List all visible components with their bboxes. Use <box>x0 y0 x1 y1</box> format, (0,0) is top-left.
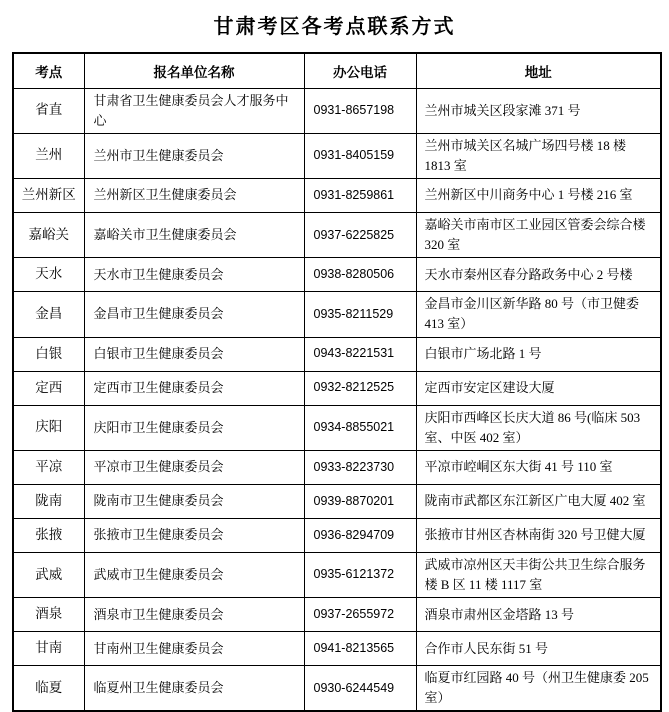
header-address: 地址 <box>416 53 661 88</box>
cell-phone: 0930-6244549 <box>304 666 416 712</box>
table-row <box>13 484 661 518</box>
contact-table-body <box>13 88 661 711</box>
cell-unit: 武威市卫生健康委员会 <box>84 552 304 597</box>
cell-address: 兰州新区中川商务中心 1 号楼 216 室 <box>416 179 661 213</box>
table-row <box>13 598 661 632</box>
cell-site: 甘南 <box>13 632 84 666</box>
cell-unit: 甘南州卫生健康委员会 <box>84 632 304 666</box>
cell-phone: 0943-8221531 <box>304 337 416 371</box>
cell-phone: 0937-6225825 <box>304 213 416 258</box>
cell-site: 武威 <box>13 552 84 597</box>
table-row <box>13 292 661 337</box>
cell-phone: 0939-8870201 <box>304 484 416 518</box>
cell-site: 金昌 <box>13 292 84 337</box>
cell-phone: 0933-8223730 <box>304 450 416 484</box>
cell-unit: 定西市卫生健康委员会 <box>84 371 304 405</box>
cell-site: 张掖 <box>13 518 84 552</box>
cell-unit: 平凉市卫生健康委员会 <box>84 450 304 484</box>
cell-site: 省直 <box>13 88 84 133</box>
table-row <box>13 133 661 178</box>
table-row <box>13 666 661 712</box>
header-row <box>13 53 661 88</box>
cell-phone: 0936-8294709 <box>304 518 416 552</box>
cell-address: 武威市凉州区天丰街公共卫生综合服务楼 B 区 11 楼 1117 室 <box>416 552 661 597</box>
table-row <box>13 337 661 371</box>
cell-site: 陇南 <box>13 484 84 518</box>
cell-site: 平凉 <box>13 450 84 484</box>
table-row <box>13 450 661 484</box>
header-unit: 报名单位名称 <box>84 53 304 88</box>
cell-address: 定西市安定区建设大厦 <box>416 371 661 405</box>
cell-phone: 0934-8855021 <box>304 405 416 450</box>
cell-address: 临夏市红园路 40 号（州卫生健康委 205 室） <box>416 666 661 712</box>
cell-site: 天水 <box>13 258 84 292</box>
cell-site: 嘉峪关 <box>13 213 84 258</box>
cell-phone: 0935-8211529 <box>304 292 416 337</box>
table-row <box>13 258 661 292</box>
page-title: 甘肃考区各考点联系方式 <box>213 16 456 38</box>
cell-address: 合作市人民东街 51 号 <box>416 632 661 666</box>
table-row <box>13 632 661 666</box>
cell-address: 兰州市城关区段家滩 371 号 <box>416 88 661 133</box>
cell-unit: 嘉峪关市卫生健康委员会 <box>84 213 304 258</box>
cell-phone: 0932-8212525 <box>304 371 416 405</box>
cell-unit: 临夏州卫生健康委员会 <box>84 666 304 712</box>
cell-address: 平凉市崆峒区东大街 41 号 110 室 <box>416 450 661 484</box>
cell-site: 定西 <box>13 371 84 405</box>
cell-site: 临夏 <box>13 666 84 712</box>
cell-address: 酒泉市肃州区金塔路 13 号 <box>416 598 661 632</box>
cell-address: 兰州市城关区名城广场四号楼 18 楼 1813 室 <box>416 133 661 178</box>
table-row <box>13 88 661 133</box>
table-row <box>13 518 661 552</box>
cell-unit: 兰州新区卫生健康委员会 <box>84 179 304 213</box>
cell-site: 兰州 <box>13 133 84 178</box>
cell-address: 金昌市金川区新华路 80 号（市卫健委 413 室） <box>416 292 661 337</box>
cell-address: 庆阳市西峰区长庆大道 86 号(临床 503 室、中医 402 室） <box>416 405 661 450</box>
table-row <box>13 179 661 213</box>
header-site: 考点 <box>13 53 84 88</box>
cell-unit: 天水市卫生健康委员会 <box>84 258 304 292</box>
cell-address: 嘉峪关市南市区工业园区管委会综合楼 320 室 <box>416 213 661 258</box>
cell-phone: 0941-8213565 <box>304 632 416 666</box>
cell-site: 酒泉 <box>13 598 84 632</box>
header-phone: 办公电话 <box>304 53 416 88</box>
table-row <box>13 371 661 405</box>
cell-unit: 甘肃省卫生健康委员会人才服务中心 <box>84 88 304 133</box>
cell-unit: 陇南市卫生健康委员会 <box>84 484 304 518</box>
cell-unit: 庆阳市卫生健康委员会 <box>84 405 304 450</box>
table-row <box>13 405 661 450</box>
table-row <box>13 213 661 258</box>
cell-unit: 兰州市卫生健康委员会 <box>84 133 304 178</box>
cell-phone: 0935-6121372 <box>304 552 416 597</box>
cell-unit: 酒泉市卫生健康委员会 <box>84 598 304 632</box>
cell-address: 陇南市武都区东江新区广电大厦 402 室 <box>416 484 661 518</box>
cell-address: 白银市广场北路 1 号 <box>416 337 661 371</box>
cell-unit: 张掖市卫生健康委员会 <box>84 518 304 552</box>
table-row <box>13 552 661 597</box>
cell-phone: 0938-8280506 <box>304 258 416 292</box>
cell-site: 庆阳 <box>13 405 84 450</box>
contact-table <box>12 52 662 712</box>
cell-unit: 白银市卫生健康委员会 <box>84 337 304 371</box>
cell-phone: 0931-8657198 <box>304 88 416 133</box>
cell-site: 白银 <box>13 337 84 371</box>
cell-phone: 0931-8405159 <box>304 133 416 178</box>
cell-phone: 0931-8259861 <box>304 179 416 213</box>
cell-site: 兰州新区 <box>13 179 84 213</box>
cell-address: 天水市秦州区春分路政务中心 2 号楼 <box>416 258 661 292</box>
cell-address: 张掖市甘州区杏林南街 320 号卫健大厦 <box>416 518 661 552</box>
cell-phone: 0937-2655972 <box>304 598 416 632</box>
cell-unit: 金昌市卫生健康委员会 <box>84 292 304 337</box>
